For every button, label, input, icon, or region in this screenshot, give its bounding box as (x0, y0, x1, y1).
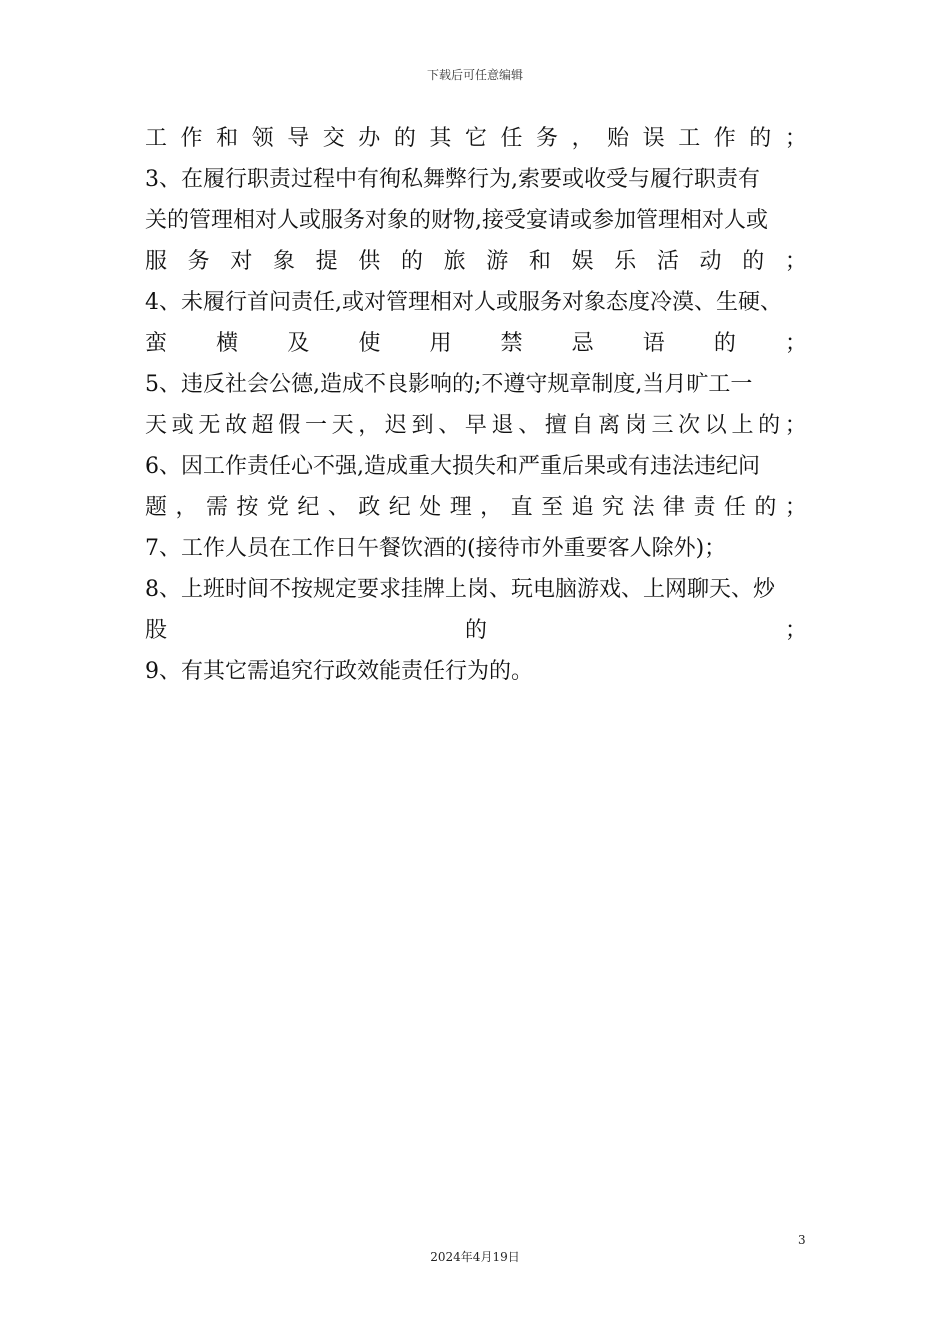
text-char: 误 (642, 126, 665, 151)
text-char: ， (358, 413, 381, 438)
text-char: 党 (266, 495, 289, 520)
text-char: 服 (145, 249, 168, 274)
text-char: 象 (272, 249, 295, 274)
text-char: 任 (723, 495, 746, 520)
text-char: 天 (331, 413, 354, 438)
text-char: ， (480, 495, 503, 520)
text-line (145, 241, 807, 282)
page-number: 3 (798, 1233, 806, 1247)
text-char: 导 (287, 126, 310, 151)
text-char: 上 (731, 413, 754, 438)
text-char: 蛮 (145, 331, 168, 356)
text-char: 及 (287, 331, 310, 356)
text-char: 的 (749, 126, 772, 151)
text-char: 三 (651, 413, 674, 438)
text-line (145, 610, 807, 651)
text-char: 领 (251, 126, 274, 151)
text-char: 工 (145, 126, 168, 151)
text-char: 作 (713, 126, 736, 151)
text-line: 7、工作人员在工作日午餐饮酒的(接待市外重要客人除外)； (145, 536, 727, 561)
text-char: 的 (713, 331, 736, 356)
text-line: 9、有其它需追究行政效能责任行为的。 (145, 659, 533, 684)
text-char: 故 (224, 413, 247, 438)
text-char: 动 (699, 249, 722, 274)
text-char: 政 (358, 495, 381, 520)
text-char: 次 (678, 413, 701, 438)
text-char: 其 (429, 126, 452, 151)
text-line (145, 487, 807, 528)
text-char: 忌 (571, 331, 594, 356)
text-char: 至 (541, 495, 564, 520)
text-char: 责 (693, 495, 716, 520)
footer-date: 2024年4月19日 (430, 1250, 520, 1264)
text-char: 的 (393, 126, 416, 151)
text-char: 游 (486, 249, 509, 274)
text-char: 股 (145, 618, 168, 643)
text-char: 无 (198, 413, 221, 438)
text-char: 按 (236, 495, 259, 520)
text-char: 禁 (500, 331, 523, 356)
text-line (145, 323, 807, 364)
text-char: 法 (632, 495, 655, 520)
text-line: 5、违反社会公德,造成不良影响的;不遵守规章制度,当月旷工一 (145, 372, 753, 397)
text-char: ； (784, 249, 807, 274)
text-char: 需 (205, 495, 228, 520)
text-line: 8、上班时间不按规定要求挂牌上岗、玩电脑游戏、上网聊天、炒 (145, 577, 775, 602)
text-char: 使 (358, 331, 381, 356)
text-char: 活 (656, 249, 679, 274)
text-char: 退 (491, 413, 514, 438)
text-line: 6、因工作责任心不强,造成重大损失和严重后果或有违法违纪问 (145, 454, 760, 479)
text-char: 处 (419, 495, 442, 520)
text-char: ， (571, 126, 594, 151)
text-char: 律 (662, 495, 685, 520)
text-char: 和 (216, 126, 239, 151)
text-char: 横 (216, 331, 239, 356)
text-line: 4、未履行首问责任,或对管理相对人或服务对象态度冷漠、生硬、 (145, 290, 782, 315)
text-char: 超 (251, 413, 274, 438)
text-line (145, 405, 807, 446)
text-char: 和 (528, 249, 551, 274)
text-char: 迟 (384, 413, 407, 438)
text-char: 旅 (443, 249, 466, 274)
text-char: ， (175, 495, 198, 520)
page-header: 下载后可任意编辑 (426, 68, 523, 82)
text-char: 、 (518, 413, 541, 438)
text-char: 提 (315, 249, 338, 274)
text-char: 的 (400, 249, 423, 274)
text-char: 理 (449, 495, 472, 520)
text-char: ； (784, 495, 807, 520)
text-char: 天 (145, 413, 168, 438)
text-line: 3、在履行职责过程中有徇私舞弊行为,索要或收受与履行职责有 (145, 167, 760, 192)
text-char: 工 (678, 126, 701, 151)
text-char: 究 (602, 495, 625, 520)
text-char: 自 (571, 413, 594, 438)
text-char: 娱 (571, 249, 594, 274)
text-char: 作 (180, 126, 203, 151)
text-char: 的 (464, 618, 487, 643)
text-char: ； (784, 413, 807, 438)
text-char: 的 (754, 495, 777, 520)
text-char: ； (784, 126, 807, 151)
text-char: 交 (322, 126, 345, 151)
text-char: 、 (327, 495, 350, 520)
text-char: 假 (278, 413, 301, 438)
text-char: 乐 (614, 249, 637, 274)
text-char: 岗 (624, 413, 647, 438)
text-char: 直 (510, 495, 533, 520)
text-char: 、 (438, 413, 461, 438)
text-char: 它 (464, 126, 487, 151)
text-char: 擅 (544, 413, 567, 438)
text-char: 语 (642, 331, 665, 356)
text-char: 到 (411, 413, 434, 438)
text-char: 供 (358, 249, 381, 274)
text-char: 纪 (297, 495, 320, 520)
text-line (145, 118, 807, 159)
text-char: ； (784, 331, 807, 356)
text-char: 务 (187, 249, 210, 274)
text-char: 题 (145, 495, 168, 520)
text-char: ； (784, 618, 807, 643)
text-char: 以 (704, 413, 727, 438)
text-char: 纪 (388, 495, 411, 520)
text-char: 贻 (607, 126, 630, 151)
text-char: 或 (171, 413, 194, 438)
text-char: 对 (230, 249, 253, 274)
text-char: 务 (536, 126, 559, 151)
text-char: 办 (358, 126, 381, 151)
text-char: 的 (758, 413, 781, 438)
text-char: 追 (571, 495, 594, 520)
text-char: 一 (304, 413, 327, 438)
text-char: 早 (464, 413, 487, 438)
document-body (145, 118, 807, 692)
text-line: 关的管理相对人或服务对象的财物,接受宴请或参加管理相对人或 (145, 208, 768, 233)
text-char: 的 (742, 249, 765, 274)
text-char: 用 (429, 331, 452, 356)
text-char: 离 (598, 413, 621, 438)
text-char: 任 (500, 126, 523, 151)
